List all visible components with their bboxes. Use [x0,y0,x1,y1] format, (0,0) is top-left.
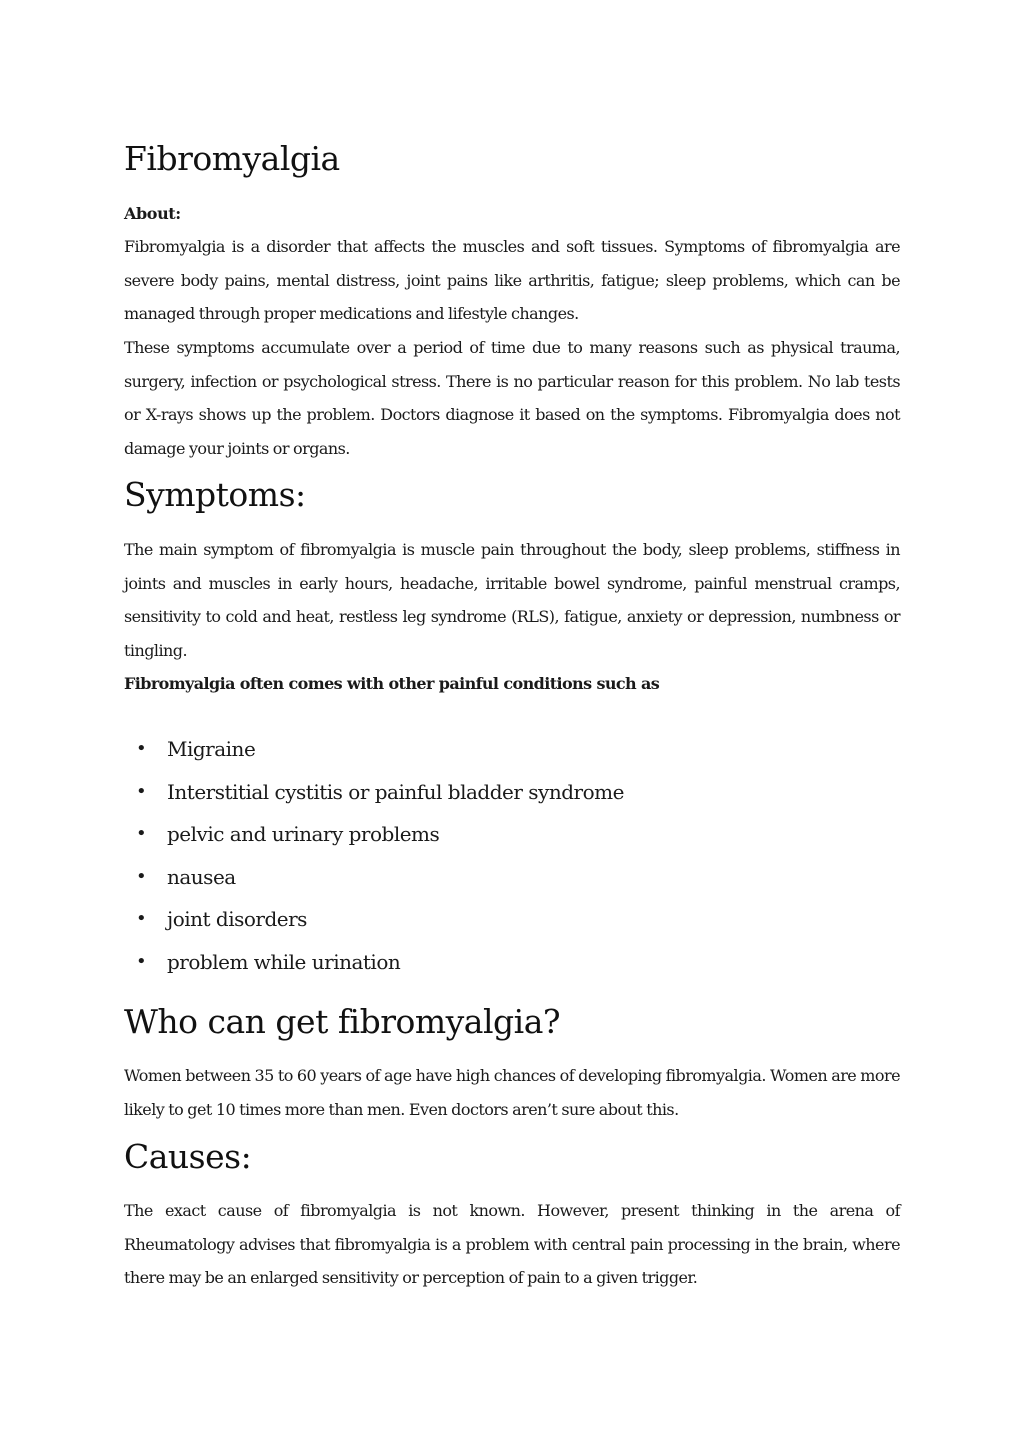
about-paragraph-2: These symptoms accumulate over a period of time due to many reasons such as physical trauma, surgery, infection or psychological stress. There is no particular reason for this problem. No lab tests or X-rays shows up the problem. Doctors diagnose it based on the symptoms. Fibromyalgia does not damage your joints or organs. [124,338,900,458]
conditions-intro: Fibromyalgia often comes with other painful conditions such as [124,674,660,693]
symptoms-heading: Symptoms: [124,475,306,514]
list-item [124,813,624,856]
about-paragraph-1: Fibromyalgia is a disorder that affects the muscles and soft tissues. Symptoms of fibromyalgia are severe body pains, mental distress, joint pains like arthritis, fatigue; sleep problems, which can be managed through proper medications and lifestyle changes. [124,237,900,323]
list-item [124,941,624,984]
about-label: About: [124,204,181,223]
list-item-label: joint disorders [167,907,307,931]
bullet-icon: • [136,780,147,802]
list-item [124,771,624,814]
bullet-icon: • [136,908,147,929]
who-heading: Who can get fibromyalgia? [124,1002,561,1041]
list-item [124,728,624,771]
bullet-icon: • [136,865,147,887]
bullet-icon: • [136,823,147,844]
list-item-label: nausea [167,864,236,889]
bullet-icon: • [136,950,147,972]
list-item-label: problem while urination [167,949,401,974]
causes-heading: Causes: [124,1137,252,1176]
page-title: Fibromyalgia [124,139,340,178]
conditions-list [124,728,624,983]
list-item-label: Interstitial cystitis or painful bladder syndrome [167,779,624,804]
list-item [124,898,624,941]
bullet-icon: • [136,738,147,759]
list-item-label: Migraine [167,737,256,761]
causes-paragraph: The exact cause of fibromyalgia is not known. However, present thinking in the arena of Rheumatology advises that fibromyalgia is a problem with central pain processing in the brain, where there may be an enlarged sensitivity or perception of pain to a given trigger. [124,1201,900,1287]
list-item [124,856,624,899]
who-paragraph: Women between 35 to 60 years of age have high chances of developing fibromyalgia. Women are more likely to get 10 times more than men. Even doctors aren’t sure about this. [124,1066,900,1119]
symptoms-paragraph: The main symptom of fibromyalgia is muscle pain throughout the body, sleep problems, stiffness in joints and muscles in early hours, headache, irritable bowel syndrome, painful menstrual cramps, sensitivity to cold and heat, restless leg syndrome (RLS), fatigue, anxiety or depression, numbness or tingling. [124,540,900,660]
list-item-label: pelvic and urinary problems [167,822,440,846]
